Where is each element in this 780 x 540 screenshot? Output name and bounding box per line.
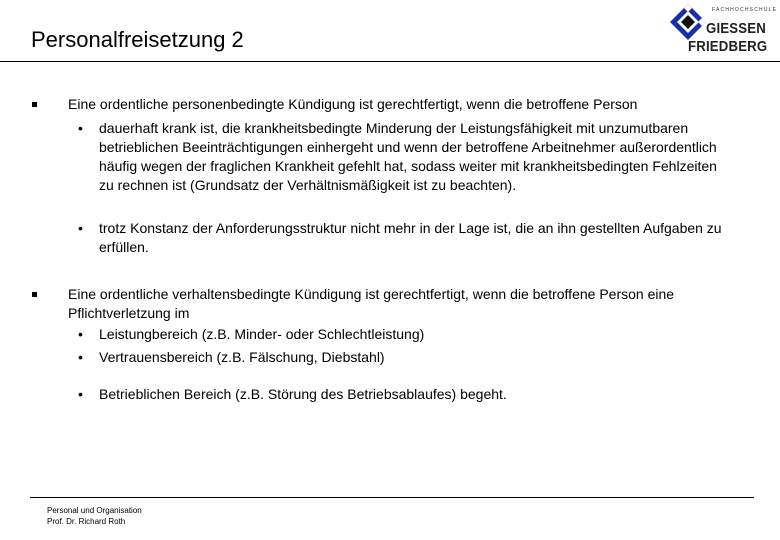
bullet-dot: •	[78, 349, 83, 365]
footer-divider	[30, 497, 754, 498]
section-bullet-square	[32, 292, 37, 297]
bullet-dot: •	[78, 326, 83, 342]
section-1-bullet-2: trotz Konstanz der Anforderungsstruktur nicht mehr in der Lage ist, die an ihn gestellten Aufgaben zu erfüllen.	[99, 220, 722, 255]
section-2-text: Eine ordentliche verhaltensbedingte Kündigung ist gerechtfertigt, wenn die betroffene Person eine Pflichtverletzung im	[68, 286, 675, 321]
footer	[47, 505, 142, 527]
logo-top-text: FACHHOCHSCHULE	[712, 7, 778, 13]
section-1-bullet-1: dauerhaft krank ist, die krankheitsbedingte Minderung der Leistungsfähigkeit mit unzumutbaren betrieblichen Beeinträchtigungen einhergeht und wenn der betroffene Arbeitnehmer außerordentlich häufig wegen der fraglichen Krankheit gefehlt hat, sodass weiter mit krankheitsbedingten Fehlzeiten zu rechnen ist (Grundsatz der Verhältnismäßigkeit ist zu beachten).	[99, 120, 717, 193]
section-2-bullet-2: Vertrauensbereich (z.B. Fälschung, Diebstahl)	[99, 349, 385, 365]
section-bullet-square	[32, 102, 37, 107]
university-logo	[668, 2, 778, 58]
logo-diamond-icon	[668, 2, 708, 42]
page-title: Personalfreisetzung 2	[31, 27, 244, 52]
title-divider	[0, 61, 780, 62]
section-1-text: Eine ordentliche personenbedingte Kündigung ist gerechtfertigt, wenn die betroffene Person	[68, 96, 638, 112]
footer-course: Personal und Organisation	[47, 506, 142, 515]
bullet-dot: •	[78, 220, 83, 236]
logo-line1: GIESSEN	[706, 20, 766, 37]
section-2-bullet-3: Betrieblichen Bereich (z.B. Störung des Betriebsablaufes) begeht.	[99, 386, 507, 402]
section-2-bullet-1: Leistungbereich (z.B. Minder- oder Schlechtleistung)	[99, 326, 425, 342]
bullet-dot: •	[78, 386, 83, 402]
footer-author: Prof. Dr. Richard Roth	[47, 517, 126, 526]
logo-line2: FRIEDBERG	[688, 38, 768, 55]
bullet-dot: •	[78, 120, 83, 136]
